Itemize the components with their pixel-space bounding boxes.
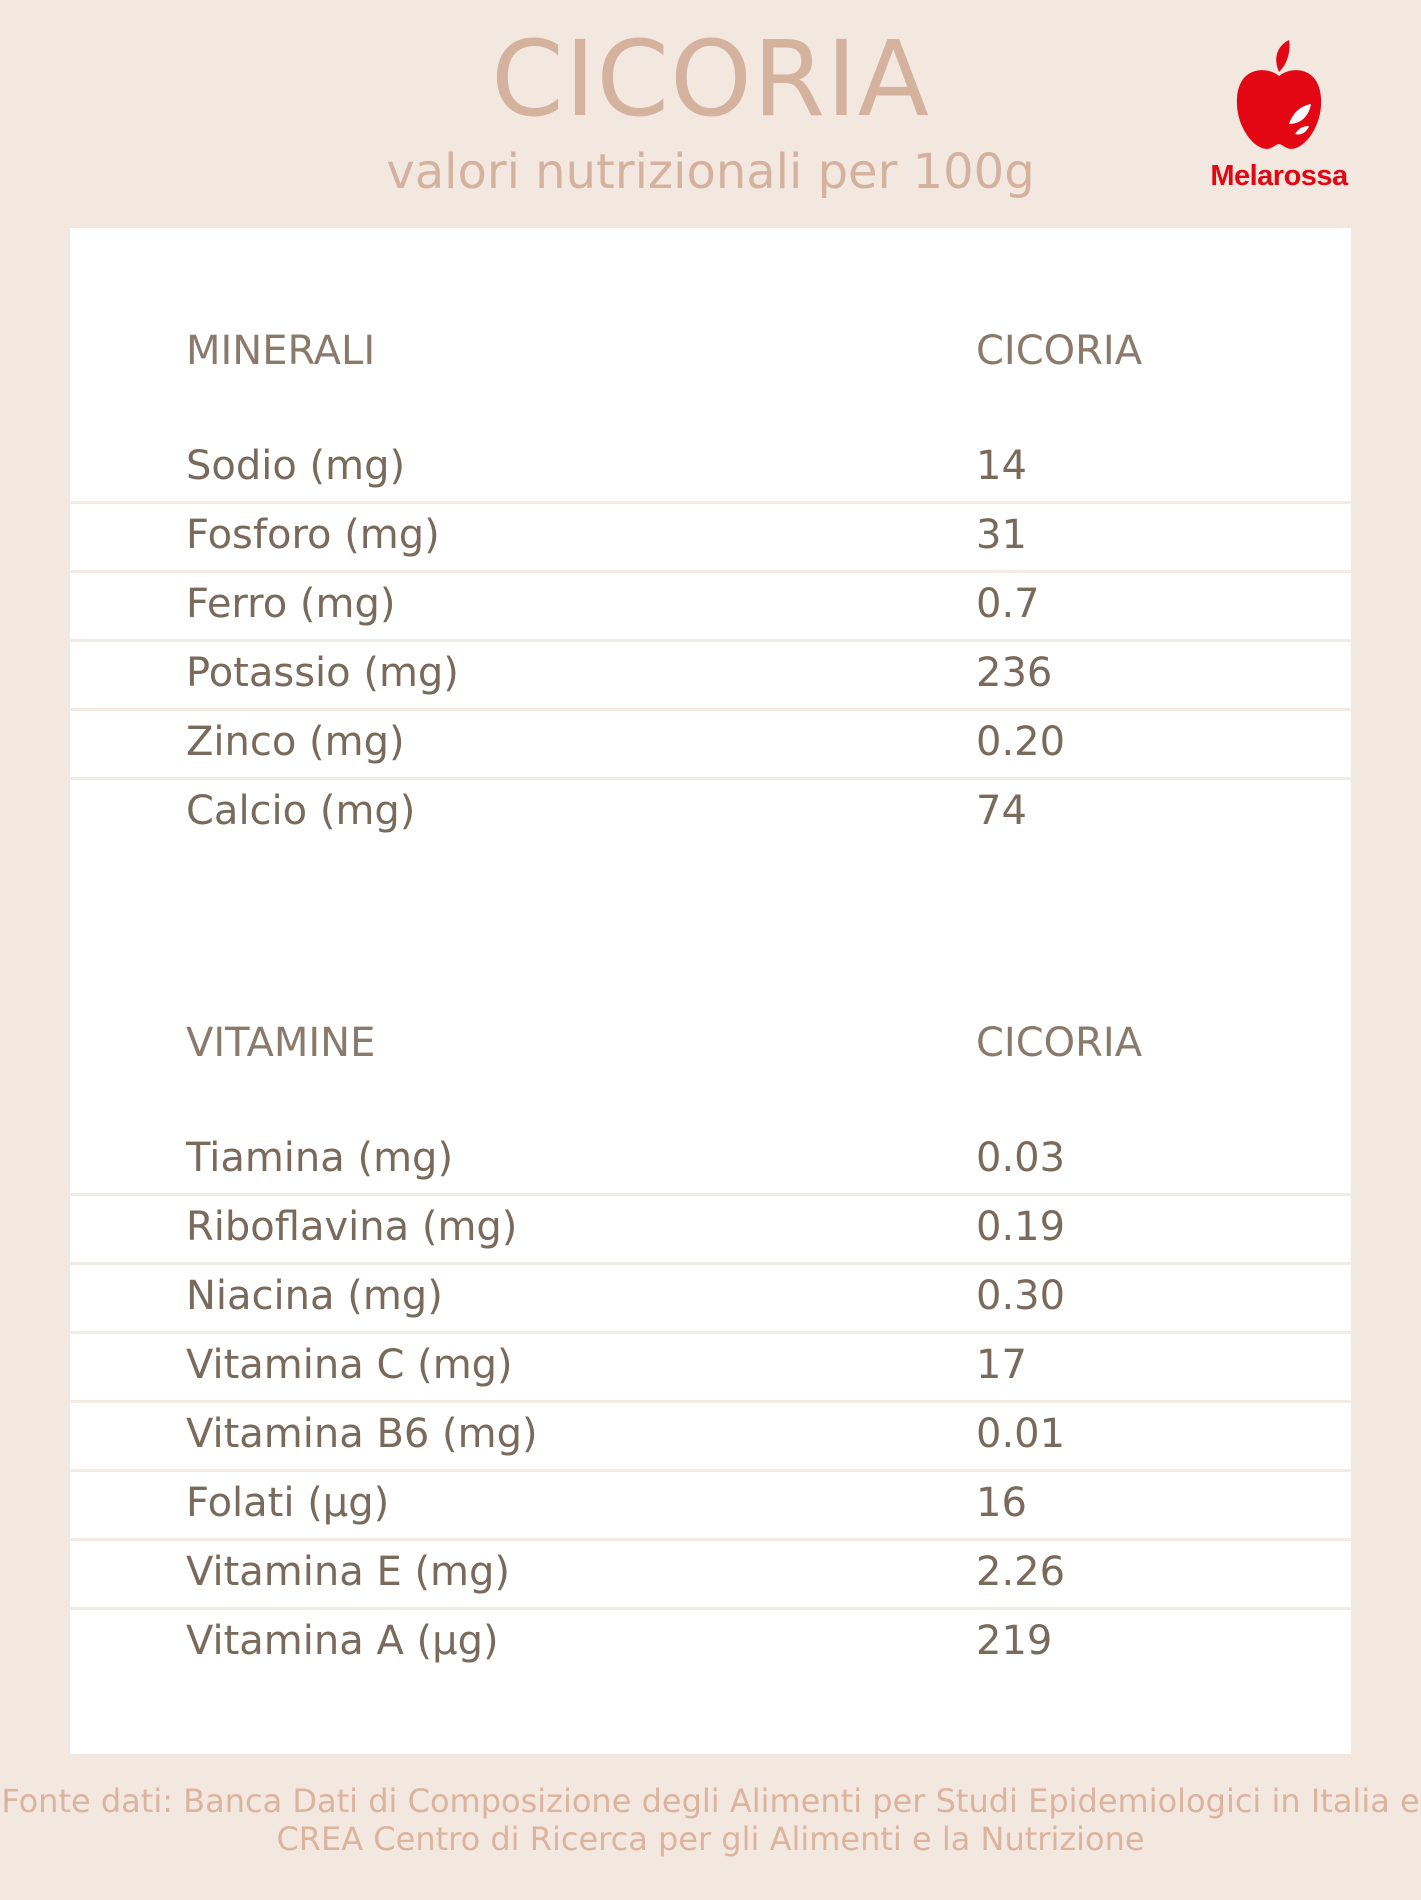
row-value: 0.19 bbox=[976, 1204, 1066, 1250]
apple-icon bbox=[1229, 36, 1329, 156]
table-row bbox=[70, 1403, 1351, 1472]
row-name: Niacina (mg) bbox=[186, 1273, 443, 1319]
row-name: Potassio (mg) bbox=[186, 650, 459, 696]
table-row bbox=[70, 1472, 1351, 1541]
row-name: Riboflavina (mg) bbox=[186, 1204, 518, 1250]
row-name: Sodio (mg) bbox=[186, 443, 406, 489]
row-value: 2.26 bbox=[976, 1549, 1066, 1595]
row-name: Vitamina B6 (mg) bbox=[186, 1411, 538, 1457]
logo-text: Melarossa bbox=[1210, 160, 1348, 192]
footer-line-2: CREA Centro di Ricerca per gli Alimenti e la Nutrizione bbox=[276, 1820, 1145, 1859]
minerali-header bbox=[70, 328, 1351, 388]
row-value: 14 bbox=[976, 443, 1027, 489]
vitamine-header bbox=[70, 1020, 1351, 1080]
table-row bbox=[70, 504, 1351, 573]
row-name: Fosforo (mg) bbox=[186, 512, 440, 558]
table-row bbox=[70, 1334, 1351, 1403]
table-row bbox=[70, 435, 1351, 504]
row-value: 17 bbox=[976, 1342, 1027, 1388]
row-name: Tiamina (mg) bbox=[186, 1135, 454, 1181]
page-title: CICORIA bbox=[491, 18, 930, 140]
table-row bbox=[70, 1541, 1351, 1610]
minerali-section bbox=[70, 328, 1351, 834]
row-value: 0.30 bbox=[976, 1273, 1066, 1319]
minerali-header-label: MINERALI bbox=[186, 328, 376, 374]
table-row bbox=[70, 1610, 1351, 1679]
nutrition-card bbox=[70, 228, 1351, 1754]
vitamine-header-value: CICORIA bbox=[976, 1020, 1143, 1066]
vitamine-section bbox=[70, 1020, 1351, 1664]
vitamine-header-label: VITAMINE bbox=[186, 1020, 376, 1066]
table-row bbox=[70, 780, 1351, 849]
row-value: 16 bbox=[976, 1480, 1027, 1526]
row-value: 0.7 bbox=[976, 581, 1040, 627]
row-name: Zinco (mg) bbox=[186, 719, 405, 765]
melarossa-logo bbox=[1204, 36, 1354, 193]
row-name: Ferro (mg) bbox=[186, 581, 396, 627]
row-value: 219 bbox=[976, 1618, 1053, 1664]
table-row bbox=[70, 573, 1351, 642]
row-value: 31 bbox=[976, 512, 1027, 558]
row-value: 0.20 bbox=[976, 719, 1066, 765]
row-name: Calcio (mg) bbox=[186, 788, 416, 834]
table-row bbox=[70, 1127, 1351, 1196]
table-row bbox=[70, 1265, 1351, 1334]
source-footer bbox=[0, 1782, 1421, 1859]
row-value: 0.03 bbox=[976, 1135, 1066, 1181]
footer-line-1: Fonte dati: Banca Dati di Composizione degli Alimenti per Studi Epidemiologici in Italia e bbox=[1, 1782, 1420, 1820]
row-name: Folati (µg) bbox=[186, 1480, 390, 1526]
minerali-rows bbox=[70, 435, 1351, 849]
table-row bbox=[70, 711, 1351, 780]
page-subtitle: valori nutrizionali per 100g bbox=[386, 144, 1035, 200]
table-row bbox=[70, 642, 1351, 711]
row-name: Vitamina E (mg) bbox=[186, 1549, 511, 1595]
row-name: Vitamina C (mg) bbox=[186, 1342, 513, 1388]
table-row bbox=[70, 1196, 1351, 1265]
minerali-header-value: CICORIA bbox=[976, 328, 1143, 374]
row-value: 236 bbox=[976, 650, 1053, 696]
row-value: 74 bbox=[976, 788, 1027, 834]
row-name: Vitamina A (µg) bbox=[186, 1618, 499, 1664]
row-value: 0.01 bbox=[976, 1411, 1066, 1457]
vitamine-rows bbox=[70, 1127, 1351, 1679]
